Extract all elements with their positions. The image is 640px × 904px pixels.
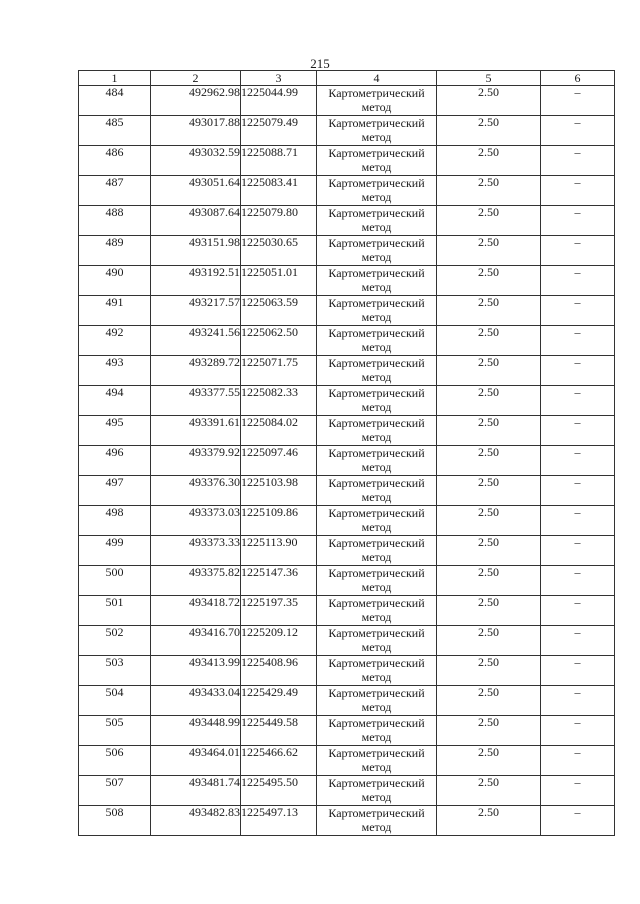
table-row bbox=[79, 446, 615, 476]
method-cell: Картометрический метод bbox=[317, 806, 437, 836]
coordinates-table bbox=[78, 70, 615, 836]
x-coordinate-cell: 493482.83 bbox=[151, 806, 241, 836]
method-cell: Картометрический метод bbox=[317, 356, 437, 386]
accuracy-cell: 2.50 bbox=[437, 806, 541, 836]
table-body bbox=[79, 86, 615, 836]
accuracy-cell: 2.50 bbox=[437, 656, 541, 686]
x-coordinate-cell: 493051.64 bbox=[151, 176, 241, 206]
point-number-cell: 499 bbox=[79, 536, 151, 566]
note-cell: – bbox=[541, 236, 615, 266]
table-row bbox=[79, 566, 615, 596]
x-coordinate-cell: 493377.55 bbox=[151, 386, 241, 416]
table-row bbox=[79, 536, 615, 566]
y-coordinate-cell: 1225084.02 bbox=[241, 416, 317, 446]
note-cell: – bbox=[541, 386, 615, 416]
table-row bbox=[79, 386, 615, 416]
method-cell: Картометрический метод bbox=[317, 476, 437, 506]
x-coordinate-cell: 493464.01 bbox=[151, 746, 241, 776]
note-cell: – bbox=[541, 656, 615, 686]
x-coordinate-cell: 493433.04 bbox=[151, 686, 241, 716]
note-cell: – bbox=[541, 536, 615, 566]
accuracy-cell: 2.50 bbox=[437, 86, 541, 116]
note-cell: – bbox=[541, 266, 615, 296]
note-cell: – bbox=[541, 686, 615, 716]
point-number-cell: 492 bbox=[79, 326, 151, 356]
table-row bbox=[79, 206, 615, 236]
note-cell: – bbox=[541, 296, 615, 326]
table-row bbox=[79, 236, 615, 266]
column-header-3: 3 bbox=[241, 71, 317, 86]
x-coordinate-cell: 493391.61 bbox=[151, 416, 241, 446]
note-cell: – bbox=[541, 446, 615, 476]
table-row bbox=[79, 176, 615, 206]
table-row bbox=[79, 686, 615, 716]
x-coordinate-cell: 493241.56 bbox=[151, 326, 241, 356]
x-coordinate-cell: 493217.57 bbox=[151, 296, 241, 326]
accuracy-cell: 2.50 bbox=[437, 146, 541, 176]
note-cell: – bbox=[541, 716, 615, 746]
note-cell: – bbox=[541, 326, 615, 356]
method-cell: Картометрический метод bbox=[317, 326, 437, 356]
accuracy-cell: 2.50 bbox=[437, 506, 541, 536]
point-number-cell: 486 bbox=[79, 146, 151, 176]
note-cell: – bbox=[541, 776, 615, 806]
point-number-cell: 488 bbox=[79, 206, 151, 236]
y-coordinate-cell: 1225082.33 bbox=[241, 386, 317, 416]
y-coordinate-cell: 1225097.46 bbox=[241, 446, 317, 476]
y-coordinate-cell: 1225466.62 bbox=[241, 746, 317, 776]
method-cell: Картометрический метод bbox=[317, 266, 437, 296]
table-row bbox=[79, 356, 615, 386]
method-cell: Картометрический метод bbox=[317, 416, 437, 446]
method-cell: Картометрический метод bbox=[317, 176, 437, 206]
x-coordinate-cell: 493032.59 bbox=[151, 146, 241, 176]
accuracy-cell: 2.50 bbox=[437, 206, 541, 236]
column-header-4: 4 bbox=[317, 71, 437, 86]
x-coordinate-cell: 493192.51 bbox=[151, 266, 241, 296]
accuracy-cell: 2.50 bbox=[437, 326, 541, 356]
table-row bbox=[79, 266, 615, 296]
y-coordinate-cell: 1225062.50 bbox=[241, 326, 317, 356]
point-number-cell: 487 bbox=[79, 176, 151, 206]
accuracy-cell: 2.50 bbox=[437, 446, 541, 476]
point-number-cell: 504 bbox=[79, 686, 151, 716]
accuracy-cell: 2.50 bbox=[437, 236, 541, 266]
y-coordinate-cell: 1225113.90 bbox=[241, 536, 317, 566]
y-coordinate-cell: 1225103.98 bbox=[241, 476, 317, 506]
table-row bbox=[79, 326, 615, 356]
accuracy-cell: 2.50 bbox=[437, 566, 541, 596]
method-cell: Картометрический метод bbox=[317, 536, 437, 566]
x-coordinate-cell: 493373.33 bbox=[151, 536, 241, 566]
note-cell: – bbox=[541, 596, 615, 626]
accuracy-cell: 2.50 bbox=[437, 296, 541, 326]
y-coordinate-cell: 1225408.96 bbox=[241, 656, 317, 686]
point-number-cell: 485 bbox=[79, 116, 151, 146]
method-cell: Картометрический метод bbox=[317, 656, 437, 686]
accuracy-cell: 2.50 bbox=[437, 416, 541, 446]
column-header-6: 6 bbox=[541, 71, 615, 86]
point-number-cell: 508 bbox=[79, 806, 151, 836]
x-coordinate-cell: 493151.98 bbox=[151, 236, 241, 266]
x-coordinate-cell: 493418.72 bbox=[151, 596, 241, 626]
point-number-cell: 497 bbox=[79, 476, 151, 506]
x-coordinate-cell: 493289.72 bbox=[151, 356, 241, 386]
x-coordinate-cell: 493448.99 bbox=[151, 716, 241, 746]
x-coordinate-cell: 493087.64 bbox=[151, 206, 241, 236]
y-coordinate-cell: 1225497.13 bbox=[241, 806, 317, 836]
point-number-cell: 503 bbox=[79, 656, 151, 686]
point-number-cell: 484 bbox=[79, 86, 151, 116]
point-number-cell: 491 bbox=[79, 296, 151, 326]
note-cell: – bbox=[541, 116, 615, 146]
accuracy-cell: 2.50 bbox=[437, 626, 541, 656]
note-cell: – bbox=[541, 566, 615, 596]
point-number-cell: 494 bbox=[79, 386, 151, 416]
y-coordinate-cell: 1225429.49 bbox=[241, 686, 317, 716]
method-cell: Картометрический метод bbox=[317, 506, 437, 536]
table-row bbox=[79, 776, 615, 806]
accuracy-cell: 2.50 bbox=[437, 776, 541, 806]
point-number-cell: 495 bbox=[79, 416, 151, 446]
y-coordinate-cell: 1225079.80 bbox=[241, 206, 317, 236]
method-cell: Картометрический метод bbox=[317, 116, 437, 146]
method-cell: Картометрический метод bbox=[317, 626, 437, 656]
y-coordinate-cell: 1225197.35 bbox=[241, 596, 317, 626]
accuracy-cell: 2.50 bbox=[437, 116, 541, 146]
table-row bbox=[79, 716, 615, 746]
x-coordinate-cell: 493376.30 bbox=[151, 476, 241, 506]
y-coordinate-cell: 1225209.12 bbox=[241, 626, 317, 656]
accuracy-cell: 2.50 bbox=[437, 176, 541, 206]
method-cell: Картометрический метод bbox=[317, 206, 437, 236]
method-cell: Картометрический метод bbox=[317, 446, 437, 476]
table-row bbox=[79, 596, 615, 626]
x-coordinate-cell: 492962.98 bbox=[151, 86, 241, 116]
column-header-2: 2 bbox=[151, 71, 241, 86]
note-cell: – bbox=[541, 506, 615, 536]
method-cell: Картометрический метод bbox=[317, 386, 437, 416]
note-cell: – bbox=[541, 356, 615, 386]
point-number-cell: 505 bbox=[79, 716, 151, 746]
table-row bbox=[79, 506, 615, 536]
note-cell: – bbox=[541, 86, 615, 116]
x-coordinate-cell: 493375.82 bbox=[151, 566, 241, 596]
accuracy-cell: 2.50 bbox=[437, 596, 541, 626]
table-row bbox=[79, 296, 615, 326]
table-row bbox=[79, 806, 615, 836]
y-coordinate-cell: 1225071.75 bbox=[241, 356, 317, 386]
column-header-5: 5 bbox=[437, 71, 541, 86]
method-cell: Картометрический метод bbox=[317, 746, 437, 776]
accuracy-cell: 2.50 bbox=[437, 356, 541, 386]
method-cell: Картометрический метод bbox=[317, 716, 437, 746]
x-coordinate-cell: 493416.70 bbox=[151, 626, 241, 656]
point-number-cell: 507 bbox=[79, 776, 151, 806]
note-cell: – bbox=[541, 476, 615, 506]
accuracy-cell: 2.50 bbox=[437, 716, 541, 746]
column-header-1: 1 bbox=[79, 71, 151, 86]
method-cell: Картометрический метод bbox=[317, 686, 437, 716]
method-cell: Картометрический метод bbox=[317, 296, 437, 326]
note-cell: – bbox=[541, 146, 615, 176]
x-coordinate-cell: 493413.99 bbox=[151, 656, 241, 686]
accuracy-cell: 2.50 bbox=[437, 476, 541, 506]
x-coordinate-cell: 493379.92 bbox=[151, 446, 241, 476]
table-header-row bbox=[79, 71, 615, 86]
y-coordinate-cell: 1225088.71 bbox=[241, 146, 317, 176]
x-coordinate-cell: 493481.74 bbox=[151, 776, 241, 806]
y-coordinate-cell: 1225083.41 bbox=[241, 176, 317, 206]
table-row bbox=[79, 626, 615, 656]
table-row bbox=[79, 656, 615, 686]
point-number-cell: 489 bbox=[79, 236, 151, 266]
y-coordinate-cell: 1225044.99 bbox=[241, 86, 317, 116]
note-cell: – bbox=[541, 416, 615, 446]
point-number-cell: 498 bbox=[79, 506, 151, 536]
y-coordinate-cell: 1225449.58 bbox=[241, 716, 317, 746]
point-number-cell: 502 bbox=[79, 626, 151, 656]
point-number-cell: 501 bbox=[79, 596, 151, 626]
y-coordinate-cell: 1225495.50 bbox=[241, 776, 317, 806]
y-coordinate-cell: 1225051.01 bbox=[241, 266, 317, 296]
point-number-cell: 506 bbox=[79, 746, 151, 776]
y-coordinate-cell: 1225109.86 bbox=[241, 506, 317, 536]
method-cell: Картометрический метод bbox=[317, 146, 437, 176]
y-coordinate-cell: 1225079.49 bbox=[241, 116, 317, 146]
accuracy-cell: 2.50 bbox=[437, 266, 541, 296]
note-cell: – bbox=[541, 176, 615, 206]
accuracy-cell: 2.50 bbox=[437, 536, 541, 566]
note-cell: – bbox=[541, 206, 615, 236]
note-cell: – bbox=[541, 746, 615, 776]
table-row bbox=[79, 86, 615, 116]
table-row bbox=[79, 146, 615, 176]
method-cell: Картометрический метод bbox=[317, 86, 437, 116]
point-number-cell: 496 bbox=[79, 446, 151, 476]
note-cell: – bbox=[541, 806, 615, 836]
point-number-cell: 490 bbox=[79, 266, 151, 296]
table-row bbox=[79, 476, 615, 506]
method-cell: Картометрический метод bbox=[317, 776, 437, 806]
table-row bbox=[79, 116, 615, 146]
table-row bbox=[79, 416, 615, 446]
x-coordinate-cell: 493017.88 bbox=[151, 116, 241, 146]
accuracy-cell: 2.50 bbox=[437, 386, 541, 416]
page-number: 215 bbox=[310, 56, 330, 71]
method-cell: Картометрический метод bbox=[317, 236, 437, 266]
point-number-cell: 493 bbox=[79, 356, 151, 386]
y-coordinate-cell: 1225063.59 bbox=[241, 296, 317, 326]
accuracy-cell: 2.50 bbox=[437, 686, 541, 716]
y-coordinate-cell: 1225147.36 bbox=[241, 566, 317, 596]
x-coordinate-cell: 493373.03 bbox=[151, 506, 241, 536]
y-coordinate-cell: 1225030.65 bbox=[241, 236, 317, 266]
accuracy-cell: 2.50 bbox=[437, 746, 541, 776]
method-cell: Картометрический метод bbox=[317, 596, 437, 626]
point-number-cell: 500 bbox=[79, 566, 151, 596]
note-cell: – bbox=[541, 626, 615, 656]
method-cell: Картометрический метод bbox=[317, 566, 437, 596]
table-row bbox=[79, 746, 615, 776]
